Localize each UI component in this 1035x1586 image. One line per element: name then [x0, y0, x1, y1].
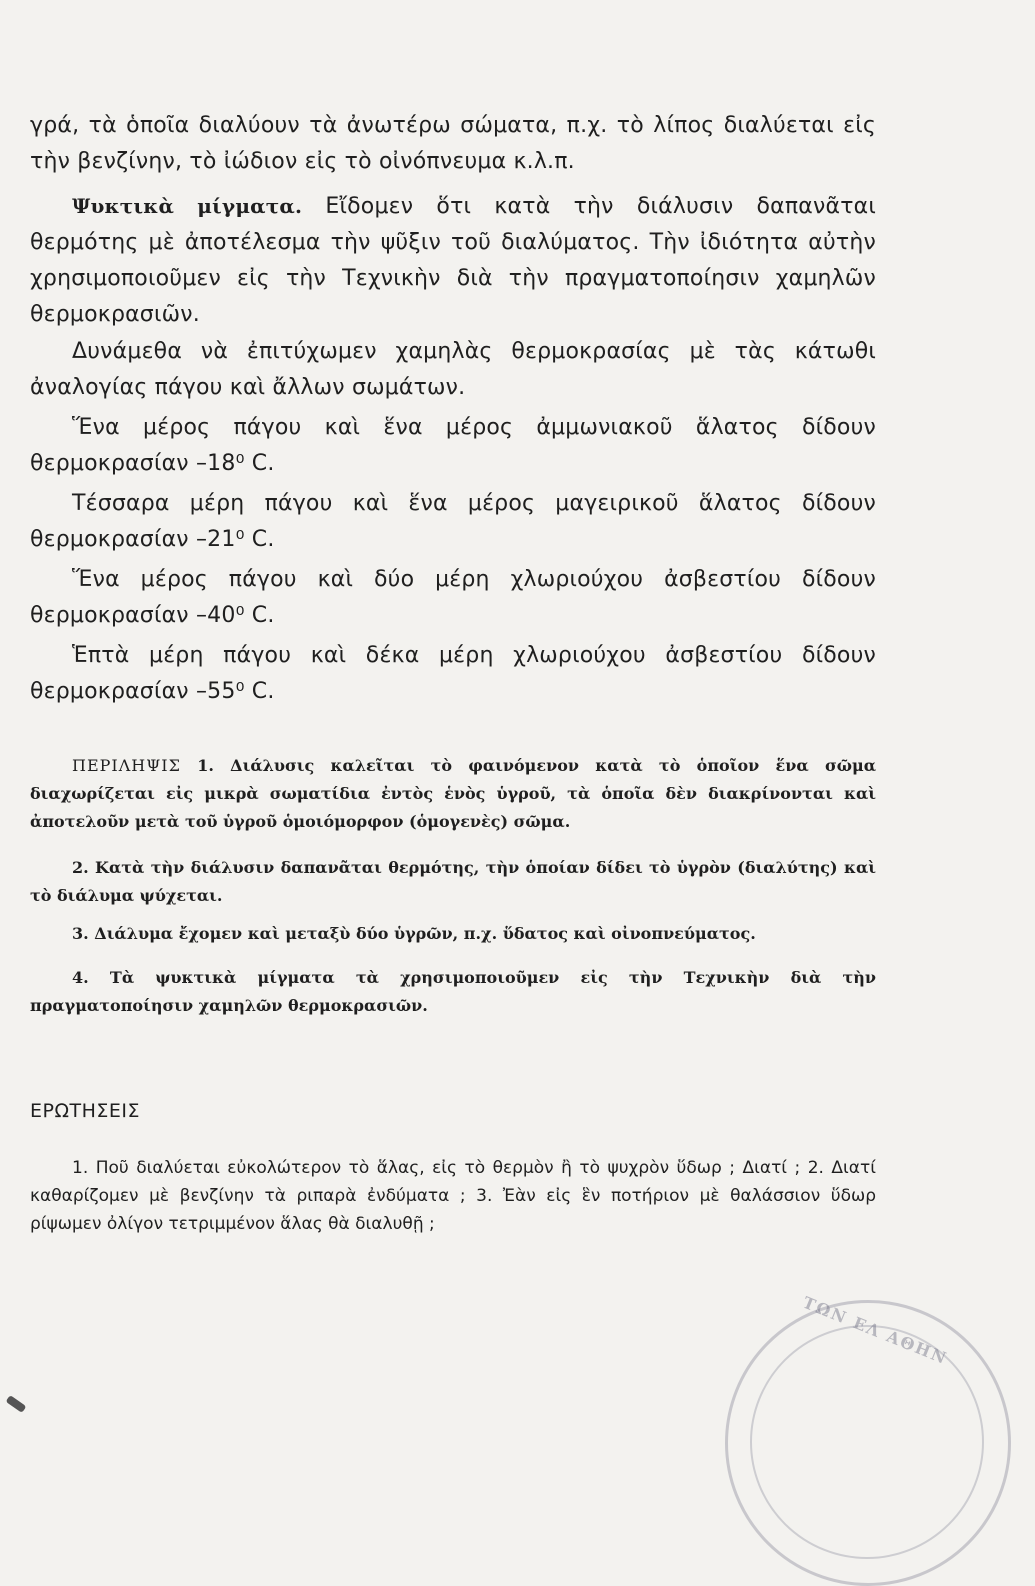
- library-stamp-label: ΤΩΝ ΕΛ ΑΘΗΝ: [800, 1292, 951, 1369]
- summary-item-2: 2. Κατὰ τὴν διάλυσιν δαπανᾶται θερμότης, τὴν ὁποίαν δίδει τὸ ὑγρὸν (διαλύτης) καὶ τὸ διάλυμα ψύχεται.: [30, 858, 876, 905]
- library-stamp-inner-ring: [750, 1325, 984, 1559]
- paragraph-low-temperatures: Δυνάμεθα νὰ ἐπιτύχωμεν χαμηλὰς θερμοκρασίας μὲ τὰς κάτωθι ἀναλογίας πάγου καὶ ἄλλων σωμάτων.: [30, 339, 876, 400]
- paragraph-calcium-chloride-55: Ἑπτὰ μέρη πάγου καὶ δέκα μέρη χλωριούχου ἀσβεστίου δίδουν θερμοκρασίαν –55⁰ C.: [30, 643, 876, 704]
- summary-item-4: 4. Τὰ ψυκτικὰ μίγματα τὰ χρησιμοποιοῦμεν εἰς τὴν Τεχνικὴν διὰ τὴν πραγματοποίησιν χαμηλῶν θερμοκρασιῶν.: [30, 968, 876, 1015]
- cooling-mixtures-text: Εἴδομεν ὅτι κατὰ τὴν διάλυσιν δαπανᾶται θερμότης μὲ ἀποτέλεσμα τὴν ψῦξιν τοῦ διαλύματος. Τὴν ἰδιότητα αὐτὴν χρησιμοποιοῦμεν εἰς τὴν Τεχνικὴν διὰ τὴν πραγματοποίησιν χαμηλῶν θερμοκρασιῶν.: [30, 194, 876, 327]
- paragraph-solvents: γρά, τὰ ὁποῖα διαλύουν τὰ ἀνωτέρω σώματα, π.χ. τὸ λίπος διαλύεται εἰς τὴν βενζίνην, τὸ ἰώδιον εἰς τὸ οἰνόπνευμα κ.λ.π.: [30, 113, 876, 174]
- paragraph-calcium-chloride-40: Ἕνα μέρος πάγου καὶ δύο μέρη χλωριούχου ἀσβεστίου δίδουν θερμοκρασίαν –40⁰ C.: [30, 567, 876, 628]
- summary-item-3: 3. Διάλυμα ἔχομεν καὶ μεταξὺ δύο ὑγρῶν, π.χ. ὕδατος καὶ οἰνοπνεύματος.: [72, 924, 756, 943]
- cooling-mixtures-heading: Ψυκτικὰ μίγματα.: [72, 194, 303, 218]
- summary-item-1-text: 1. Διάλυσις καλεῖται τὸ φαινόμενον κατὰ τὸ ὁποῖον ἕνα σῶμα διαχωρίζεται εἰς μικρὰ σωματίδια ἐντὸς ἑνὸς ὑγροῦ, τὰ ὁποῖα δὲν διακρίνονται καὶ ἀποτελοῦν μετὰ τοῦ ὑγροῦ ὁμοιόμορφον (ὁμογενὲς) σῶμα.: [30, 756, 877, 831]
- library-stamp: [725, 1292, 1011, 1586]
- summary-heading: ΠΕΡΙΛΗΨΙΣ: [72, 756, 181, 775]
- questions-text: 1. Ποῦ διαλύεται εὐκολώτερον τὸ ἅλας, εἰς τὸ θερμὸν ἢ τὸ ψυχρὸν ὕδωρ ; Διατί ; 2. Διατί καθαρίζομεν μὲ βενζίνην τὰ ριπαρὰ ἐνδύματα ; 3. Ἐὰν εἰς ἓν ποτήριον μὲ θαλάσσιον ὕδωρ ρίψωμεν ὀλίγον τετριμμένον ἅλας θὰ διαλυθῇ ;: [30, 1158, 876, 1234]
- questions-title: ΕΡΩΤΗΣΕΙΣ: [30, 1100, 140, 1122]
- summary-item-1: [30, 752, 876, 836]
- paragraph-cooling-mixtures: [30, 188, 876, 333]
- paragraph-cooking-salt: Τέσσαρα μέρη πάγου καὶ ἕνα μέρος μαγειρικοῦ ἅλατος δίδουν θερμοκρασίαν –21⁰ C.: [30, 491, 876, 552]
- paragraph-ammonium-salt: Ἕνα μέρος πάγου καὶ ἕνα μέρος ἀμμωνιακοῦ ἅλατος δίδουν θερμοκρασίαν –18⁰ C.: [30, 415, 876, 476]
- ink-mark: [6, 1395, 27, 1413]
